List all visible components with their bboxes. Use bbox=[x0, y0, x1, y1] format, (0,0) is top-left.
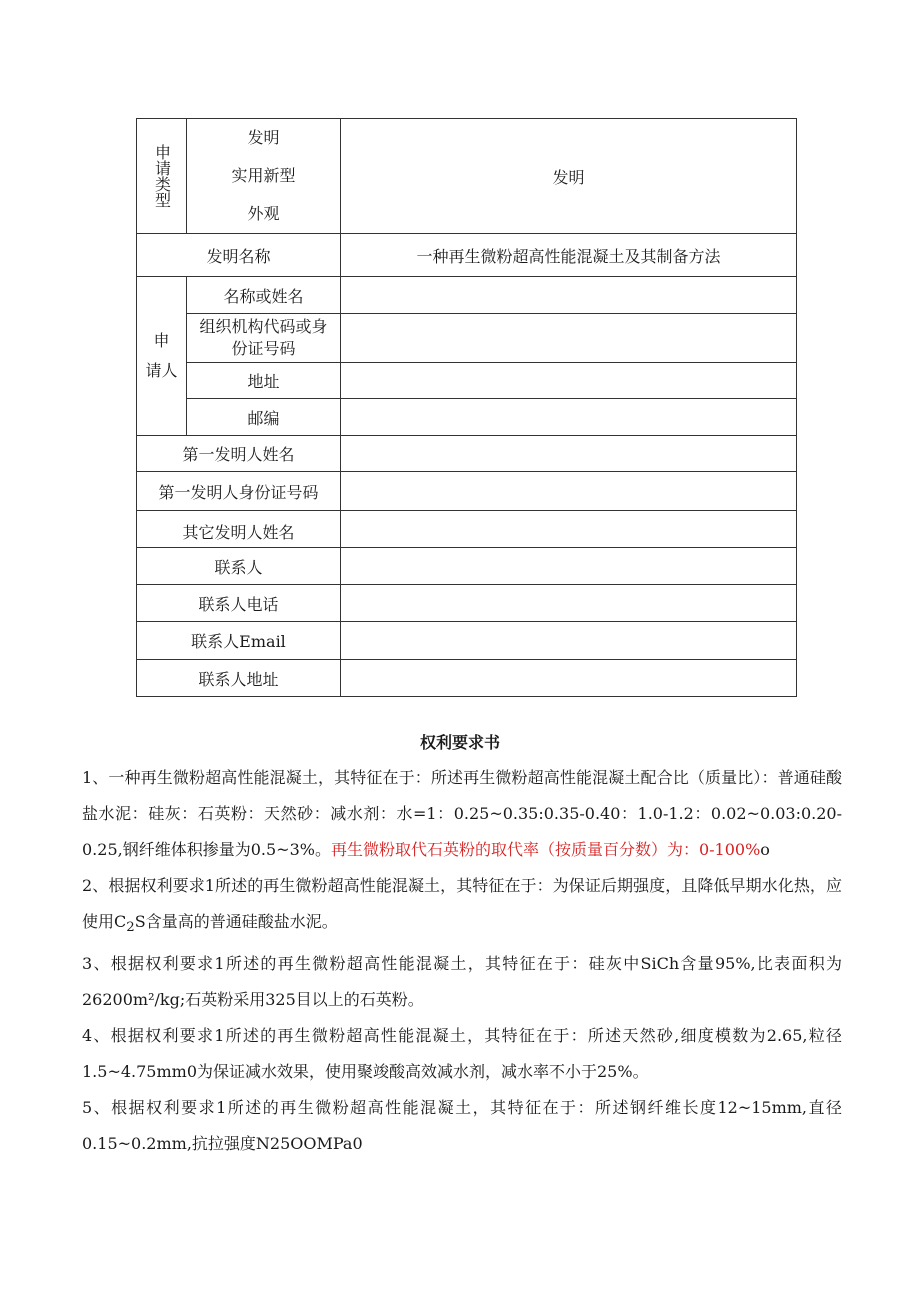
application-form-table bbox=[136, 118, 797, 697]
first-inventor-id-field[interactable] bbox=[341, 472, 797, 511]
applicant-org-label-line1: 组织机构代码或身 bbox=[199, 317, 328, 336]
option-utility-model[interactable]: 实用新型 bbox=[231, 166, 296, 185]
contact-email-field[interactable] bbox=[341, 622, 797, 660]
applicant-label-line1: 申 bbox=[153, 331, 170, 350]
first-inventor-id-label: 第一发明人身份证号码 bbox=[137, 472, 341, 511]
contact-field[interactable] bbox=[341, 548, 797, 585]
claims-body bbox=[82, 760, 842, 1162]
contact-phone-row bbox=[137, 585, 797, 622]
applicant-address-row bbox=[137, 363, 797, 399]
first-inventor-name-field[interactable] bbox=[341, 436, 797, 472]
application-type-label-cell bbox=[137, 119, 187, 234]
option-design[interactable]: 外观 bbox=[247, 204, 280, 223]
applicant-postcode-field[interactable] bbox=[341, 399, 797, 436]
applicant-label-cell bbox=[137, 277, 187, 436]
applicant-postcode-label: 邮编 bbox=[187, 399, 341, 436]
applicant-address-field[interactable] bbox=[341, 363, 797, 399]
applicant-address-label: 地址 bbox=[187, 363, 341, 399]
claims-title: 权利要求书 bbox=[419, 733, 500, 752]
invention-name-row bbox=[137, 234, 797, 277]
invention-name-value[interactable]: 一种再生微粉超高性能混凝土及其制备方法 bbox=[341, 234, 797, 277]
claim-2-text-b: S含量高的普通硅酸盐水泥。 bbox=[134, 912, 338, 931]
contact-phone-label: 联系人电话 bbox=[137, 585, 341, 622]
claim-3: 3、根据权利要求1所述的再生微粉超高性能混凝土，其特征在于：硅灰中SiCh含量95%,比表面积为26200m²/kg;石英粉采用325目以上的石英粉。 bbox=[82, 954, 842, 1010]
applicant-org-field[interactable] bbox=[341, 314, 797, 363]
claim-1-tail: o bbox=[760, 840, 770, 859]
claim-1-text: 1、一种再生微粉超高性能混凝土，其特征在于：所述再生微粉超高性能混凝土配合比（质量比）：普通硅酸盐水泥：硅灰：石英粉：天然砂：减水剂：水=1：0.25~0.35:0.35-0.40：1.0-1.2：0.02~0.03:0.20-0.25,钢纤维体积掺量为0.5~3%。 bbox=[82, 768, 842, 859]
applicant-org-label-cell bbox=[187, 314, 341, 363]
claim-4: 4、根据权利要求1所述的再生微粉超高性能混凝土，其特征在于：所述天然砂,细度模数为2.65,粒径1.5~4.75mm0为保证减水效果，使用聚竣酸高效减水剂，减水率不小于25%。 bbox=[82, 1026, 842, 1082]
contact-email-row bbox=[137, 622, 797, 660]
application-type-row bbox=[137, 119, 797, 234]
first-inventor-id-row bbox=[137, 472, 797, 511]
applicant-label-line2: 请人 bbox=[145, 361, 178, 380]
other-inventors-label: 其它发明人姓名 bbox=[137, 511, 341, 548]
applicant-org-label-line2: 份证号码 bbox=[231, 339, 296, 358]
application-type-value[interactable]: 发明 bbox=[341, 119, 797, 234]
applicant-org-row bbox=[137, 314, 797, 363]
contact-label: 联系人 bbox=[137, 548, 341, 585]
applicant-postcode-row bbox=[137, 399, 797, 436]
claim-1-highlight: 再生微粉取代石英粉的取代率（按质量百分数）为：0-100% bbox=[330, 840, 761, 859]
invention-name-label: 发明名称 bbox=[137, 234, 341, 277]
other-inventors-row bbox=[137, 511, 797, 548]
application-type-label: 申请类型 bbox=[152, 144, 172, 208]
applicant-name-field[interactable] bbox=[341, 277, 797, 314]
contact-address-row bbox=[137, 660, 797, 697]
other-inventors-field[interactable] bbox=[341, 511, 797, 548]
first-inventor-name-row bbox=[137, 436, 797, 472]
first-inventor-name-label: 第一发明人姓名 bbox=[137, 436, 341, 472]
option-invention[interactable]: 发明 bbox=[247, 128, 280, 147]
contact-address-label: 联系人地址 bbox=[137, 660, 341, 697]
applicant-name-label: 名称或姓名 bbox=[187, 277, 341, 314]
contact-address-field[interactable] bbox=[341, 660, 797, 697]
claim-2-text-a: 2、根据权利要求1所述的再生微粉超高性能混凝土，其特征在于：为保证后期强度，且降低早期水化热，应使用C bbox=[82, 876, 842, 931]
claim-2 bbox=[82, 868, 842, 946]
contact-row bbox=[137, 548, 797, 585]
contact-email-label: 联系人Email bbox=[137, 622, 341, 660]
claim-5: 5、根据权利要求1所述的再生微粉超高性能混凝土，其特征在于：所述钢纤维长度12~15mm,直径0.15~0.2mm,抗拉强度N25OOMPa0 bbox=[82, 1098, 842, 1154]
application-type-options bbox=[187, 119, 341, 234]
claim-2-subscript: 2 bbox=[126, 920, 135, 936]
claim-1 bbox=[82, 760, 842, 868]
contact-phone-field[interactable] bbox=[341, 585, 797, 622]
applicant-name-row bbox=[137, 277, 797, 314]
